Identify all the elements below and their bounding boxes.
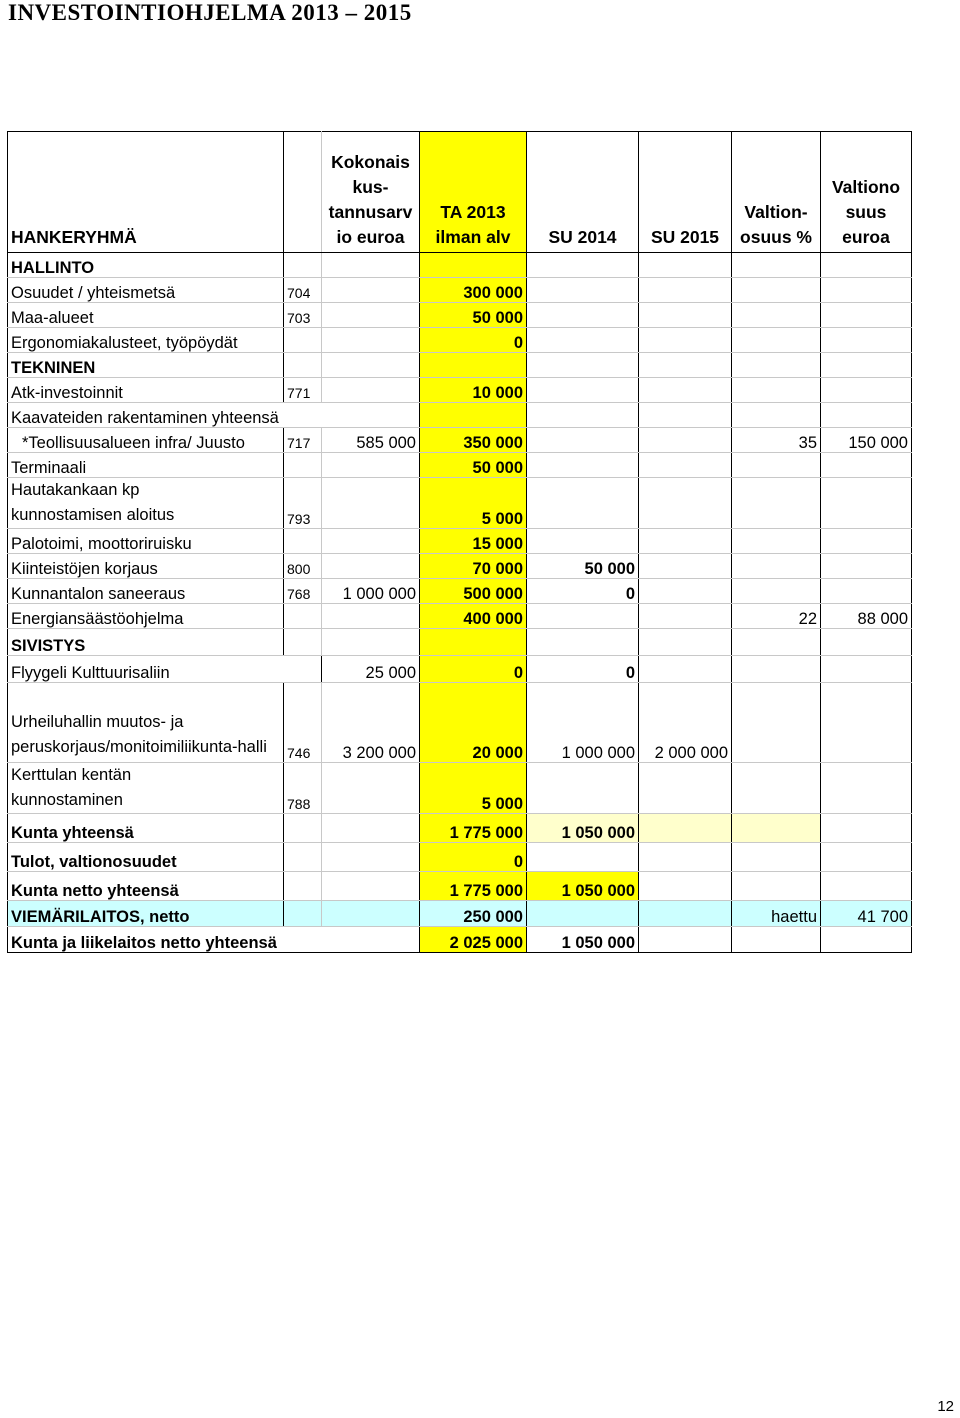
table-row [8, 253, 912, 278]
summary-ta2013: 1 775 000 [420, 872, 527, 901]
row-ta2013: 0 [420, 656, 527, 683]
summary-name: Kunta ja liikelaitos netto yhteensä [8, 927, 420, 953]
row-su2015: 2 000 000 [639, 683, 732, 763]
row-ta2013: 20 000 [420, 683, 527, 763]
row-su2014: 0 [527, 656, 639, 683]
row-name: Atk-investoinnit [8, 378, 284, 403]
table-row [8, 353, 912, 378]
row-ta2013: 350 000 [420, 428, 527, 453]
row-ta2013: 5 000 [420, 763, 527, 814]
row-ta2013: 400 000 [420, 604, 527, 629]
row-total: 3 200 000 [322, 683, 420, 763]
row-name: *Teollisuusalueen infra/ Juusto [8, 428, 284, 453]
table-row [8, 403, 912, 428]
table-row [8, 604, 912, 629]
table-row [8, 428, 912, 453]
summary-row [8, 814, 912, 843]
row-ta2013: 50 000 [420, 303, 527, 328]
table-row [8, 579, 912, 604]
document-title: INVESTOINTIOHJELMA 2013 – 2015 [8, 0, 412, 25]
summary-ta2013: 1 775 000 [420, 814, 527, 843]
summary-state-percent: haettu [732, 901, 821, 927]
row-name: SIVISTYS [8, 629, 284, 656]
row-ta2013: 500 000 [420, 579, 527, 604]
summary-ta2013: 2 025 000 [420, 927, 527, 953]
table-row [8, 656, 912, 683]
row-name: Kaavateiden rakentaminen yhteensä [8, 403, 420, 428]
header-total-cost: Kokonais kus-tannusarv io euroa [322, 132, 420, 253]
row-ta2013: 300 000 [420, 278, 527, 303]
row-ta2013: 0 [420, 328, 527, 353]
header-group: HANKERYHMÄ [8, 132, 284, 253]
row-name: Terminaali [8, 453, 284, 478]
row-name: Urheiluhallin muutos- ja peruskorjaus/monitoimiliikunta-halli [8, 683, 284, 763]
row-name: TEKNINEN [8, 353, 284, 378]
row-name: Kiinteistöjen korjaus [8, 554, 284, 579]
summary-row [8, 901, 912, 927]
row-ta2013: 50 000 [420, 453, 527, 478]
summary-ta2013: 250 000 [420, 901, 527, 927]
row-code: 788 [284, 763, 322, 814]
table-row [8, 278, 912, 303]
header-su2014: SU 2014 [527, 132, 639, 253]
row-ta2013: 10 000 [420, 378, 527, 403]
table-row [8, 328, 912, 353]
header-code [284, 132, 322, 253]
row-name: Kunnantalon saneeraus [8, 579, 284, 604]
row-total: 585 000 [322, 428, 420, 453]
table-row [8, 554, 912, 579]
summary-row [8, 872, 912, 901]
row-code: 768 [284, 579, 322, 604]
table-row [8, 763, 912, 814]
summary-row [8, 927, 912, 953]
table-row [8, 683, 912, 763]
summary-row [8, 843, 912, 872]
row-name: Energiansäästöohjelma [8, 604, 284, 629]
row-name: Ergonomiakalusteet, työpöydät [8, 328, 284, 353]
header-ta2013: TA 2013 ilman alv [420, 132, 527, 253]
table-row [8, 478, 912, 529]
row-name: Osuudet / yhteismetsä [8, 278, 284, 303]
row-state-percent: 35 [732, 428, 821, 453]
investment-table [7, 131, 912, 953]
table-row [8, 529, 912, 554]
row-name: HALLINTO [8, 253, 284, 278]
row-code: 703 [284, 303, 322, 328]
row-su2014: 0 [527, 579, 639, 604]
summary-state-euro: 41 700 [821, 901, 912, 927]
header-row [8, 132, 912, 253]
row-su2014: 1 000 000 [527, 683, 639, 763]
row-name: Maa-alueet [8, 303, 284, 328]
page-number: 12 [937, 1398, 954, 1415]
row-name: Kerttulan kentän kunnostaminen [8, 763, 284, 814]
table-row [8, 378, 912, 403]
row-state-percent: 22 [732, 604, 821, 629]
summary-name: Kunta yhteensä [8, 814, 284, 843]
row-code: 704 [284, 278, 322, 303]
summary-name: Kunta netto yhteensä [8, 872, 284, 901]
row-state-euro: 150 000 [821, 428, 912, 453]
row-code: 746 [284, 683, 322, 763]
summary-su2014: 1 050 000 [527, 814, 639, 843]
header-state-euro: Valtiono suus euroa [821, 132, 912, 253]
row-ta2013: 15 000 [420, 529, 527, 554]
row-name: Hautakankaan kp kunnostamisen aloitus [8, 478, 284, 529]
row-total: 1 000 000 [322, 579, 420, 604]
row-code: 771 [284, 378, 322, 403]
header-su2015: SU 2015 [639, 132, 732, 253]
row-code: 800 [284, 554, 322, 579]
summary-su2014: 1 050 000 [527, 927, 639, 953]
table-row [8, 453, 912, 478]
table-row [8, 629, 912, 656]
row-state-euro: 88 000 [821, 604, 912, 629]
row-su2014: 50 000 [527, 554, 639, 579]
summary-su2014: 1 050 000 [527, 872, 639, 901]
row-code: 717 [284, 428, 322, 453]
row-name: Palotoimi, moottoriruisku [8, 529, 284, 554]
row-code: 793 [284, 478, 322, 529]
row-name: Flyygeli Kulttuurisaliin [8, 656, 322, 683]
header-state-percent: Valtion-osuus % [732, 132, 821, 253]
row-ta2013: 5 000 [420, 478, 527, 529]
summary-ta2013: 0 [420, 843, 527, 872]
table-row [8, 303, 912, 328]
row-total: 25 000 [322, 656, 420, 683]
summary-name: VIEMÄRILAITOS, netto [8, 901, 284, 927]
summary-name: Tulot, valtionosuudet [8, 843, 284, 872]
row-ta2013: 70 000 [420, 554, 527, 579]
